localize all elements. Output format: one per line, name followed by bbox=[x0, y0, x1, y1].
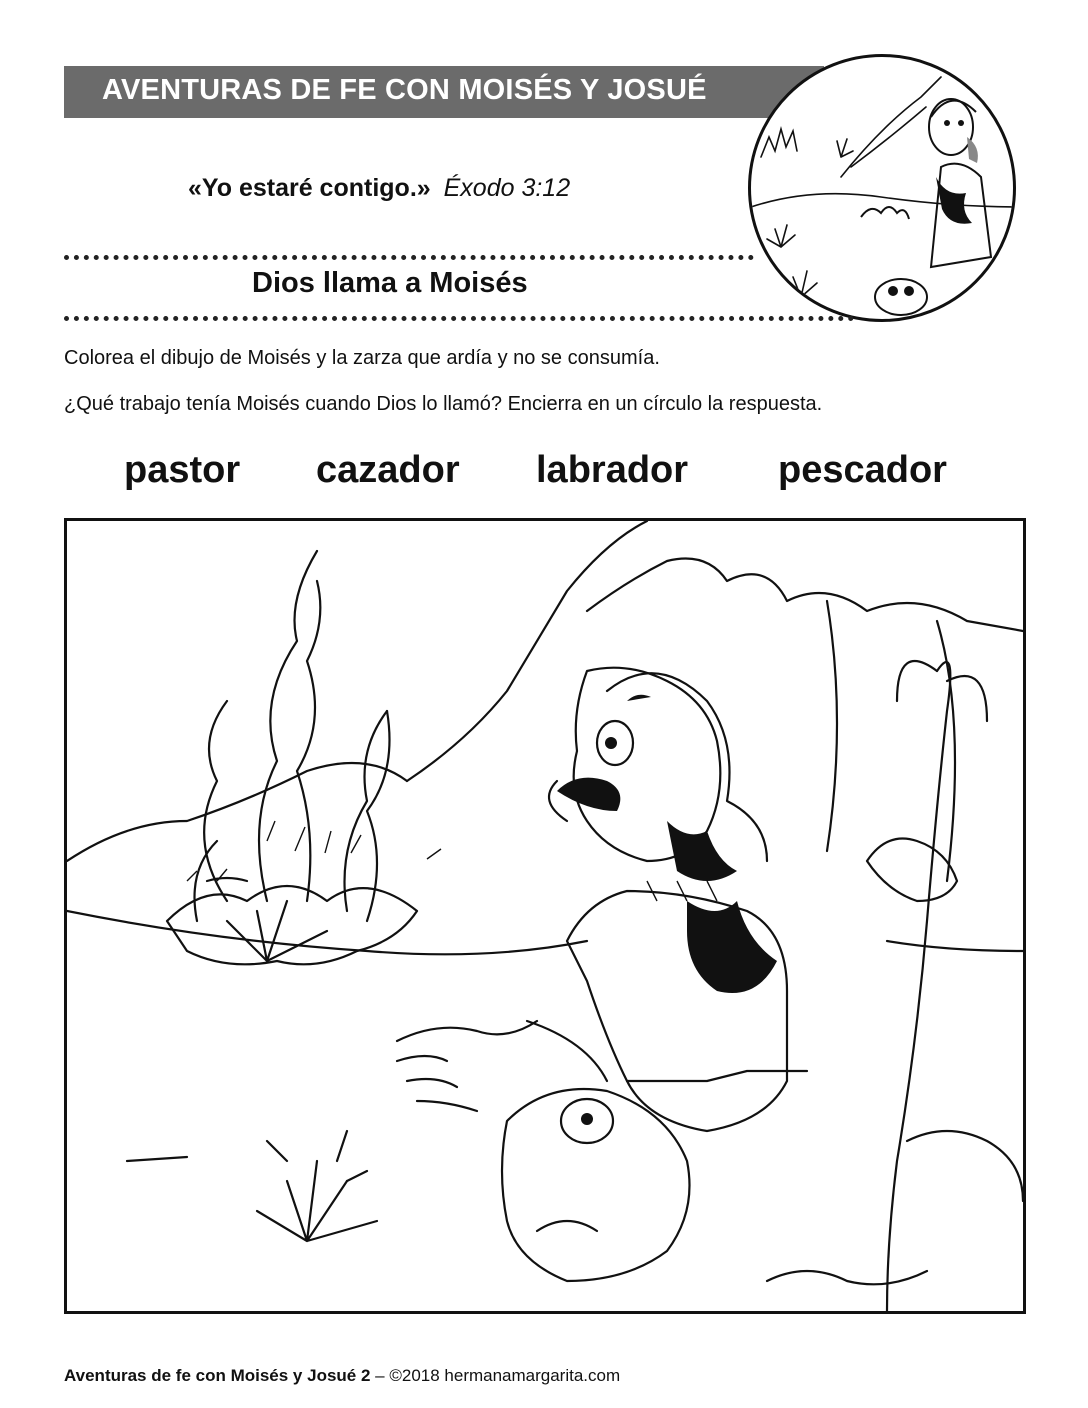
verse-quote: «Yo estaré contigo.» bbox=[188, 174, 431, 202]
choice-pastor[interactable]: pastor bbox=[124, 449, 241, 491]
verse-reference: Éxodo 3:12 bbox=[443, 174, 571, 202]
lesson-title: Dios llama a Moisés bbox=[252, 267, 528, 299]
choice-pescador[interactable]: pescador bbox=[778, 449, 947, 491]
instruction-color: Colorea el dibujo de Moisés y la zarza que ardía y no se consumía. bbox=[64, 347, 660, 369]
coloring-picture bbox=[64, 518, 1026, 1314]
choice-cazador[interactable]: cazador bbox=[316, 449, 460, 491]
footer-copyright: – ©2018 hermanamargarita.com bbox=[370, 1366, 621, 1385]
medallion-drawing bbox=[751, 57, 1016, 322]
coloring-drawing bbox=[67, 521, 1023, 1311]
instruction-question: ¿Qué trabajo tenía Moisés cuando Dios lo llamó? Encierra en un círculo la respuesta. bbox=[64, 393, 823, 415]
medallion-illustration bbox=[748, 54, 1016, 322]
choice-labrador[interactable]: labrador bbox=[536, 449, 689, 491]
memory-verse bbox=[188, 174, 570, 203]
header-banner bbox=[64, 66, 824, 118]
footer-credit bbox=[64, 1366, 620, 1386]
footer-title: Aventuras de fe con Moisés y Josué 2 bbox=[64, 1366, 371, 1385]
dotted-divider-bottom bbox=[64, 316, 854, 321]
banner-title: AVENTURAS DE FE CON MOISÉS Y JOSUÉ bbox=[102, 74, 707, 106]
dotted-divider-top bbox=[64, 255, 754, 260]
